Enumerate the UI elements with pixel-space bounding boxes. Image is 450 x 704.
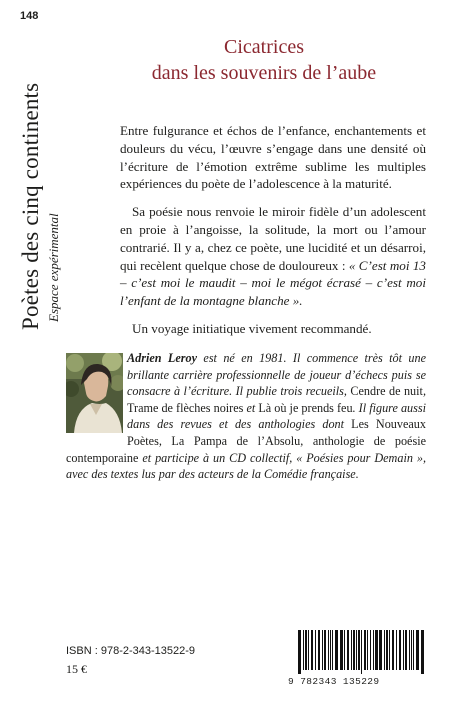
- bio-book-3: Là où je prends feu: [258, 400, 353, 415]
- bio-book-4: Les Nouveaux Poètes: [127, 417, 426, 448]
- bio-book-2: Trame de flèches noires: [127, 400, 244, 415]
- photo-spacer: [66, 350, 127, 434]
- bio-book-1: Cendre de nuit: [350, 384, 423, 399]
- author-bio: [66, 350, 426, 483]
- bio-text-4: . Il figure aussi dans des revues et des anthologies dont: [127, 400, 426, 432]
- series-title: Poètes des cinq continents: [18, 82, 43, 330]
- blurb-paragraph-3: Un voyage initiatique vivement recommandé.: [132, 320, 372, 336]
- bio-text-1: est né en 1981. Il commence très tôt une brillante carrière professionnelle de joueur d’échecs puis se consacre à l’écriture. Il publie trois recueils,: [127, 351, 427, 399]
- page-number: 148: [20, 10, 39, 22]
- series-subtitle: Espace expérimental: [46, 213, 61, 322]
- bio-text-3: et: [243, 400, 259, 415]
- series-column: [4, 30, 60, 330]
- author-name: Adrien Leroy: [127, 351, 198, 365]
- back-cover-blurb: [120, 122, 426, 348]
- bio-book-5: La Pampa de l’Absolu, anthologie de poésie contemporaine: [66, 433, 426, 465]
- blurb-paragraph-1: Entre fulgurance et échos de l’enfance, enchantements et douleurs du vécu, l’œuvre s’engage dans une densité où l’écriture de l’émotion extrême sublime les multiples expériences du poète de l’adolescence à la maturité.: [120, 123, 426, 192]
- price: 15 €: [66, 662, 87, 676]
- blurb-paragraph-2-text: Sa poésie nous renvoie le miroir fidèle d’un adolescent en proie à l’angoisse, la solitude, la mort ou l’amour contrarié. Il y a, chez ce poète, une lucidité et un désarroi, qui recèlent quelque chose de douloureux :: [120, 204, 426, 273]
- barcode-digits: 9 782343 135229: [288, 676, 380, 687]
- book-title-line2: dans les souvenirs de l’aube: [151, 62, 377, 84]
- bio-text-5: ,: [158, 433, 172, 448]
- book-title-line1: Cicatrices: [224, 36, 304, 58]
- book-title: [78, 34, 450, 86]
- blurb-paragraph-2: [120, 203, 426, 310]
- bio-text-2: ,: [422, 384, 426, 399]
- barcode: [296, 630, 426, 674]
- blurb-quote: « C’est moi 13 – c’est moi le maudit – moi le mégot écrasé – c’est moi l’enfant de la montagne blanche ».: [120, 257, 426, 309]
- isbn: ISBN : 978-2-343-13522-9: [66, 645, 196, 657]
- bio-text-6: et participe à un CD collectif, « Poésies pour Demain », avec des textes lus par des acteurs de la Comédie française.: [66, 450, 426, 482]
